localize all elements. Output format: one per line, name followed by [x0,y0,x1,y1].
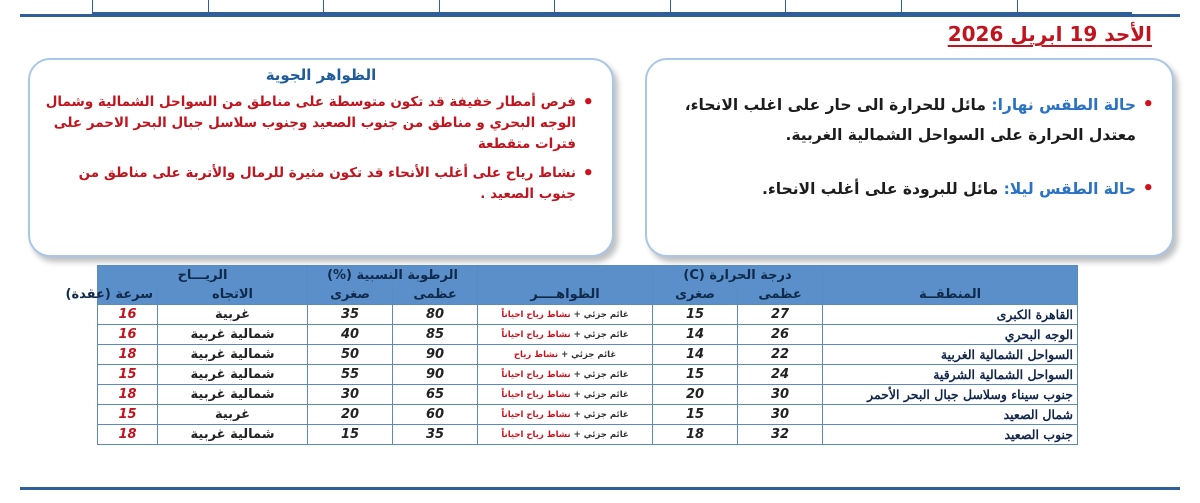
table-row [98,385,1078,405]
phenomena-item: • نشاط رياح على أغلب الأنحاء قد تكون مثيرة للرمال والأتربة على مناطق من جنوب الصعيد . [40,163,594,205]
wind-direction-cell: شمالية غربية [158,325,308,345]
region-cell: السواحل الشمالية الشرقية [823,365,1078,385]
phenomena-text: غائم جزئي + [573,429,629,440]
gust-text: نشاط رياح احياناً [501,309,571,320]
gust-text: نشاط رياح احياناً [501,409,571,420]
temp-max-cell: 26 [738,325,823,345]
night-status [657,174,1154,204]
phenomena-list [30,84,612,205]
gust-text: نشاط رياح احياناً [501,329,571,340]
temp-max-cell: 30 [738,405,823,425]
humidity-max-cell: 90 [393,345,478,365]
wind-direction-header: الاتجاه [158,285,308,305]
region-cell: شمال الصعيد [823,405,1078,425]
region-cell: جنوب سيناء وسلاسل جبال البحر الأحمر [823,385,1078,405]
humidity-max-cell: 80 [393,305,478,325]
phenomena-text: غائم جزئي + [573,329,629,340]
humidity-max-header: عظمى [393,285,478,305]
table-row [98,305,1078,325]
temp-max-cell: 32 [738,425,823,445]
phenomena-cell [478,325,653,345]
temp-min-cell: 15 [653,305,738,325]
humidity-min-cell: 55 [308,365,393,385]
wind-direction-cell: شمالية غربية [158,385,308,405]
table-row [98,345,1078,365]
temp-max-cell: 30 [738,385,823,405]
phenomena-cell [478,365,653,385]
phenomena-text: غائم جزئي + [573,389,629,400]
humidity-max-cell: 60 [393,405,478,425]
weather-status-list [647,60,1172,204]
phenomena-header-top [478,266,653,286]
humidity-min-cell: 40 [308,325,393,345]
bottom-divider [20,487,1180,490]
wind-speed-cell: 16 [98,305,158,325]
phenomena-text: غائم جزئي + [561,349,617,360]
weather-status-card [645,58,1174,257]
wind-speed-header: سرعة (عقدة) [98,285,158,305]
gust-text: نشاط رياح احياناً [501,389,571,400]
table-row [98,325,1078,345]
wind-speed-cell: 15 [98,365,158,385]
humidity-max-cell: 85 [393,325,478,345]
humidity-min-header: صغرى [308,285,393,305]
wind-direction-cell: شمالية غربية [158,365,308,385]
temp-max-header: عظمى [738,285,823,305]
table-subheader-row [98,285,1078,305]
previous-table-cells [92,0,1132,14]
phenomena-text: غائم جزئي + [573,369,629,380]
phenomena-cell [478,385,653,405]
phenomena-card [28,58,614,257]
gust-text: نشاط رياح احياناً [501,429,571,440]
temp-min-cell: 20 [653,385,738,405]
humidity-min-cell: 50 [308,345,393,365]
day-status [657,90,1154,150]
phenomena-text: غائم جزئي + [573,309,629,320]
region-cell: جنوب الصعيد [823,425,1078,445]
day-status-text: مائل للحرارة الى حار على اغلب الانحاء، معتدل الحرارة على السواحل الشمالية الغربية. [684,96,1136,144]
phenomena-cell [478,425,653,445]
wind-speed-cell: 18 [98,345,158,365]
gust-text: نشاط رياح [513,349,559,360]
phenomena-cell [478,345,653,365]
humidity-max-cell: 90 [393,365,478,385]
wind-header: الريـــاح [98,266,308,286]
temp-min-cell: 18 [653,425,738,445]
temperature-header: درجة الحرارة (C) [653,266,823,286]
previous-table-edge [0,0,1200,16]
top-divider [20,14,1180,17]
region-cell: القاهرة الكبرى [823,305,1078,325]
wind-direction-cell: غربية [158,405,308,425]
temp-max-cell: 27 [738,305,823,325]
wind-direction-cell: غربية [158,305,308,325]
temp-min-cell: 14 [653,345,738,365]
humidity-header: الرطوبة النسبية (%) [308,266,478,286]
temp-max-cell: 22 [738,345,823,365]
phenomena-cell [478,405,653,425]
table-header-row [98,266,1078,286]
humidity-min-cell: 20 [308,405,393,425]
phenomena-cell [478,305,653,325]
phenomena-title: الظواهر الجوية [265,66,377,84]
wind-direction-cell: شمالية غربية [158,425,308,445]
phenomena-header: الظواهــــر [478,285,653,305]
temp-min-header: صغرى [653,285,738,305]
wind-speed-cell: 18 [98,425,158,445]
temp-min-cell: 14 [653,325,738,345]
region-header: المنطقــة [823,285,1078,305]
night-status-text: مائل للبرودة على أغلب الانحاء. [761,180,999,198]
forecast-table [65,265,1078,445]
wind-direction-cell: شمالية غربية [158,345,308,365]
wind-speed-cell: 16 [98,325,158,345]
humidity-min-cell: 15 [308,425,393,445]
gust-text: نشاط رياح احياناً [501,369,571,380]
temp-min-cell: 15 [653,405,738,425]
wind-speed-cell: 18 [98,385,158,405]
day-status-label: حالة الطقس نهارا: [991,96,1136,114]
temp-max-cell: 24 [738,365,823,385]
humidity-max-cell: 65 [393,385,478,405]
humidity-min-cell: 35 [308,305,393,325]
wind-speed-cell: 15 [98,405,158,425]
humidity-max-cell: 35 [393,425,478,445]
table-row [98,425,1078,445]
temp-min-cell: 15 [653,365,738,385]
night-status-label: حالة الطقس ليلا: [1003,180,1136,198]
region-cell: السواحل الشمالية الغربية [823,345,1078,365]
region-header-top [823,266,1078,286]
table-row [98,405,1078,425]
phenomena-text: غائم جزئي + [573,409,629,420]
table-row [98,365,1078,385]
region-cell: الوجه البحري [823,325,1078,345]
forecast-date: الأحد 19 ابريل 2026 [947,22,1152,46]
phenomena-item: • فرص أمطار خفيفة قد تكون متوسطة على مناطق من السواحل الشمالية وشمال الوجه البحري و مناطق من جنوب الصعيد وجنوب سلاسل جبال البحر الاحمر على فترات متقطعة [40,92,594,155]
humidity-min-cell: 30 [308,385,393,405]
